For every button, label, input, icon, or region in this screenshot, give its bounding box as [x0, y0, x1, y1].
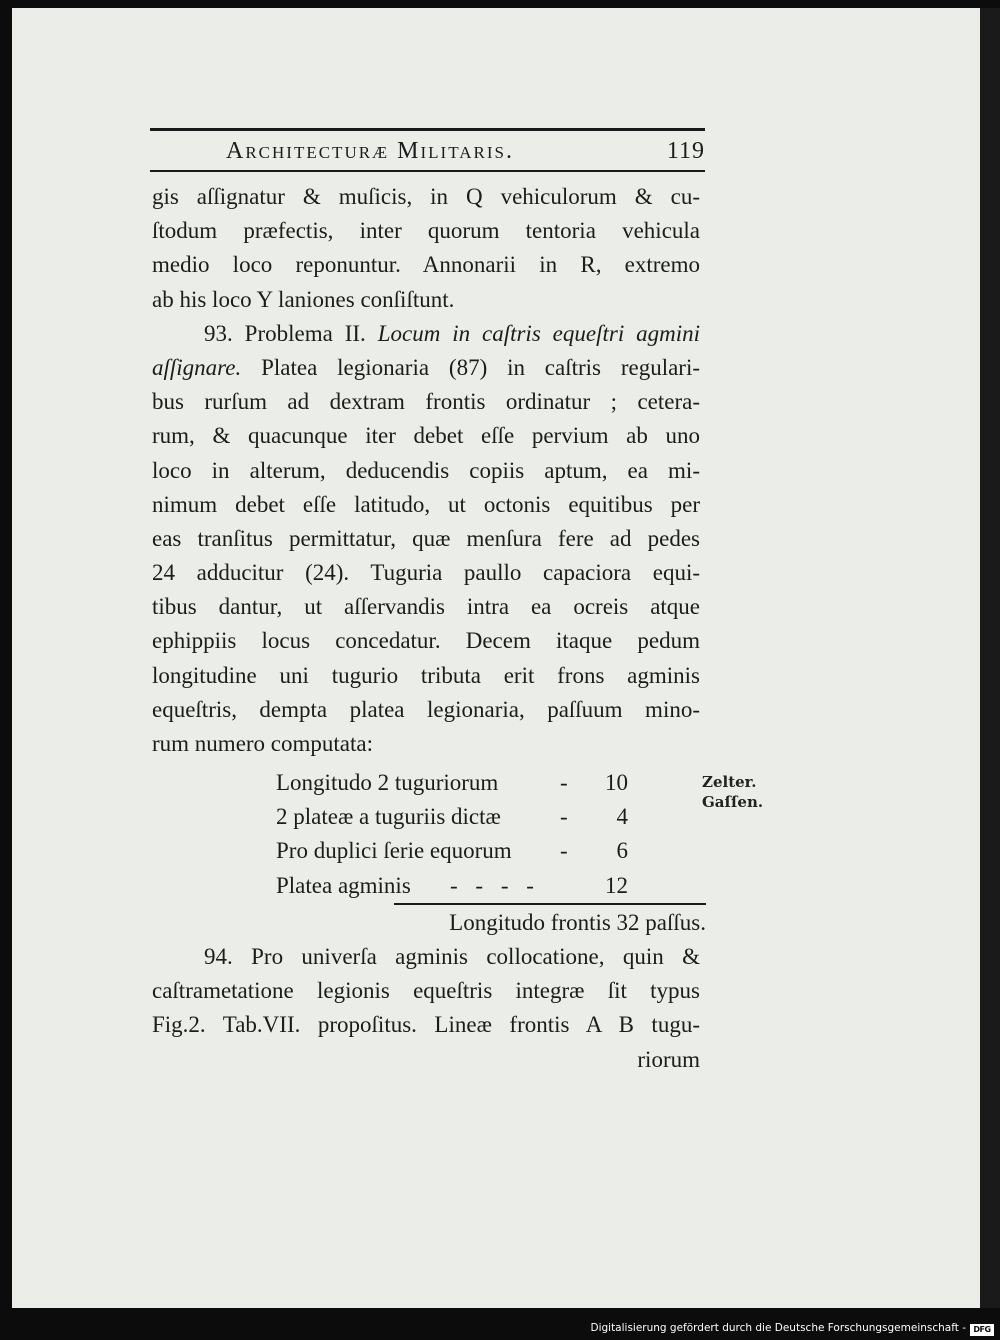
- table-row: [276, 766, 706, 800]
- row-dash: -: [560, 838, 568, 864]
- text-line: [152, 351, 700, 385]
- text-line: rum, & quacunque iter debet eſſe pervium ab uno: [152, 423, 700, 449]
- body-text-continued: [152, 940, 700, 1077]
- running-head: [150, 136, 705, 168]
- row-label: Platea agminis: [276, 872, 411, 898]
- text-line: eas tranſitus permittatur, quæ menſura fere ad pedes: [152, 525, 700, 551]
- text-line: Fig.2. Tab.VII. propoſitus. Lineæ frontis A B tugu-: [152, 1012, 700, 1038]
- row-dash: - - - -: [450, 872, 540, 898]
- marginal-note-line: Gaſſen.: [702, 793, 764, 811]
- measurement-table: [276, 766, 706, 935]
- marginal-note-line: Zelter.: [702, 773, 757, 791]
- text-line: gis aſſignatur & muſicis, in Q vehiculorum & cu-: [152, 184, 700, 209]
- text-line: ephippiis locus concedatur. Decem itaque pedum: [152, 628, 700, 654]
- text-line: 24 adducitur (24). Tuguria paullo capaciora equi-: [152, 560, 700, 586]
- table-row: [276, 800, 706, 834]
- text-line: caſtrametatione legionis equeſtris integræ ſit typus: [152, 978, 700, 1004]
- problem-heading-line: [152, 317, 700, 351]
- table-row: [276, 869, 706, 903]
- sum-rule: [394, 903, 706, 905]
- row-value: 6: [616, 838, 628, 864]
- row-dash: -: [560, 804, 568, 830]
- text-line: 94. Pro univerſa agminis collocatione, quin &: [204, 944, 700, 969]
- text-line: nimum debet eſſe latitudo, ut octonis equitibus per: [152, 491, 700, 517]
- marginal-note: [702, 772, 772, 812]
- header-rule-top: [150, 128, 705, 131]
- row-value: 12: [605, 872, 628, 898]
- section-number: 93. Problema II.: [204, 320, 366, 346]
- table-total: Longitudo frontis 32 paſſus.: [449, 910, 706, 935]
- text-line: bus rurſum ad dextram frontis ordinatur ; cetera-: [152, 389, 700, 415]
- page-number: 119: [666, 138, 705, 164]
- catchword: riorum: [637, 1046, 700, 1072]
- text-line: medio loco reponuntur. Annonarii in R, extremo: [152, 252, 700, 278]
- footer-credit: Digitalisierung gefördert durch die Deutsche Forschungsgemeinschaft -: [590, 1322, 966, 1334]
- row-value: 4: [616, 804, 628, 830]
- text-line: loco in alterum, deducendis copiis aptum, ea mi-: [152, 457, 700, 483]
- row-label: Longitudo 2 tuguriorum: [276, 770, 499, 795]
- text-line: rum numero computata:: [152, 731, 373, 756]
- text-line: ab his loco Y laniones conſiſtunt.: [152, 286, 455, 312]
- row-value: 10: [605, 770, 628, 795]
- problem-statement-end: aſſignare.: [152, 354, 242, 380]
- text-line: ſtodum præfectis, inter quorum tentoria vehicula: [152, 218, 700, 244]
- dfg-logo: DFG: [970, 1324, 994, 1336]
- text-line: equeſtris, dempta platea legionaria, paſſuum mino-: [152, 696, 700, 722]
- row-dash: -: [560, 770, 568, 795]
- table-row: [276, 834, 706, 868]
- row-label: 2 plateæ a tuguriis dictæ: [276, 804, 501, 830]
- text-line: longitudine uni tugurio tributa erit frons agminis: [152, 662, 700, 688]
- text-span: Platea legionaria (87) in caſtris regulari-: [261, 354, 700, 380]
- running-title: Architecturæ Militaris.: [226, 138, 514, 164]
- row-label: Pro duplici ſerie equorum: [276, 838, 512, 864]
- text-line: tibus dantur, ut aſſervandis intra ea ocreis atque: [152, 594, 700, 620]
- header-rule-bottom: [150, 170, 705, 172]
- page-edge: [980, 8, 1000, 1308]
- problem-statement: Locum in caſtris equeſtri agmini: [377, 320, 700, 346]
- body-text: [152, 180, 700, 761]
